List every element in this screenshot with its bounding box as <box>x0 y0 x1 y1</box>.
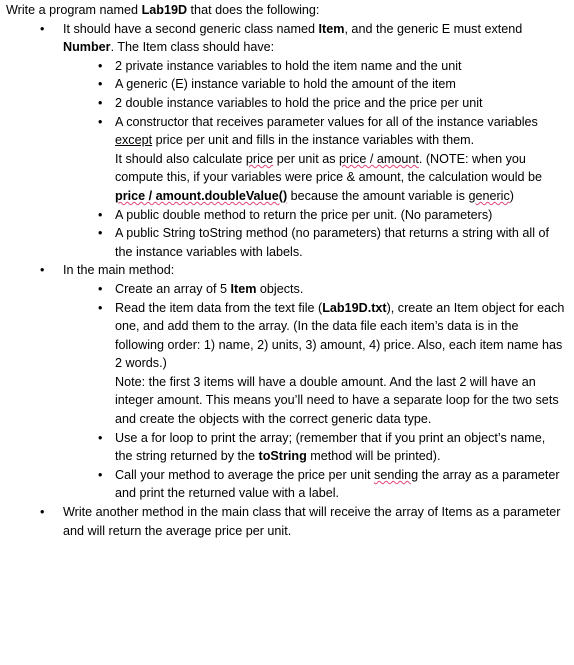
calc-text: per unit as <box>273 151 340 166</box>
bullet-icon: • <box>98 207 103 222</box>
sub-bullet-text: A public double method to return the price per unit. (No parameters) <box>115 207 493 222</box>
note-paragraph: Note: the first 3 items will have a double amount. And the last 2 will have an integer amount. This means you’ll need to have a separate loop for the two sets and create the objects with the correct generic data type. <box>115 374 559 427</box>
bullet-icon: • <box>98 95 103 110</box>
sub-bullet-generic-amount <box>6 75 566 94</box>
sub-bullet-constructor <box>6 113 566 150</box>
tostring-keyword: toString <box>258 449 307 464</box>
sub-bullet-create-array <box>6 280 566 299</box>
intro-text-end: that does the following: <box>187 3 320 17</box>
bullet-icon: • <box>98 58 103 73</box>
program-name: Lab19D <box>141 3 188 17</box>
sub-bullet-text: Create an array of 5 <box>115 281 231 296</box>
bullet-icon: • <box>40 263 45 278</box>
class-name-item: Item <box>230 281 257 296</box>
spell-generic: generic <box>468 188 510 203</box>
spell-price-amount: price / amount <box>339 151 419 166</box>
bullet-icon: • <box>98 467 103 482</box>
intro-paragraph <box>6 1 566 20</box>
sub-bullet-text: A constructor that receives parameter values for all of the instance variables <box>115 114 538 129</box>
underlined-except: except <box>115 133 153 148</box>
sub-bullet-name-unit <box>6 57 566 76</box>
spell-sending: sending <box>374 467 419 482</box>
intro-text: Write a program named <box>6 3 142 17</box>
bullet-average-method <box>6 503 566 540</box>
bullet-icon: • <box>98 300 103 315</box>
class-name-number: Number <box>63 40 111 55</box>
average-method-text: Write another method in the main class that will receive the array of Items as a parameter and will return the average price per unit. <box>63 505 561 538</box>
sub-bullet-text: 2 private instance variables to hold the item name and the unit <box>115 58 462 73</box>
bullet-icon: • <box>40 505 45 520</box>
sub-bullet-read-file <box>6 299 566 373</box>
item-class-text: , and the generic E must extend <box>344 21 523 36</box>
sub-bullet-text: A public String toString method (no parameters) that returns a string with all of the instance variables with labels. <box>115 226 549 259</box>
sub-bullet-price-vars <box>6 94 566 113</box>
bullet-item-class <box>6 20 566 57</box>
sub-bullet-text: price per unit and fills in the instance variables with them. <box>152 133 475 148</box>
bullet-icon: • <box>40 21 45 36</box>
calc-text: . (NOTE: when you compute this, if your variables were price & amount, the calculation would be <box>115 151 543 185</box>
sub-bullet-text: 2 double instance variables to hold the price and the price per unit <box>115 95 483 110</box>
sub-bullet-text: Call your method to average the price per unit <box>115 467 375 482</box>
formula-text: because the amount variable is <box>287 188 469 203</box>
sub-bullet-text: method will be printed). <box>306 449 441 464</box>
spell-price: price <box>245 151 274 166</box>
file-name: Lab19D.txt <box>322 300 387 315</box>
bullet-icon: • <box>98 114 103 129</box>
sub-bullet-text: A generic (E) instance variable to hold the amount of the item <box>115 77 456 92</box>
bullet-icon: • <box>98 77 103 92</box>
item-class-text: . The Item class should have: <box>110 40 275 55</box>
calculation-paragraph <box>6 150 566 187</box>
sub-bullet-call-average <box>6 466 566 503</box>
formula-code: price / amount.doubleValue() <box>115 188 288 203</box>
calculation-formula <box>6 187 566 206</box>
sub-bullet-price-per-unit-method <box>6 206 566 225</box>
sub-bullet-print-array <box>6 429 566 466</box>
main-method-text: In the main method: <box>63 263 175 278</box>
sub-bullet-text: Use a for loop to print the array; (remember that if you print an object’s name, the string returned by the <box>115 430 546 464</box>
class-name-item: Item <box>318 21 345 36</box>
bullet-icon: • <box>98 226 103 241</box>
bullet-icon: • <box>98 281 103 296</box>
sub-bullet-text: objects. <box>256 281 304 296</box>
bullet-main-method <box>6 261 566 280</box>
sub-bullet-text: Read the item data from the text file ( <box>115 300 323 315</box>
sub-bullet-tostring-method <box>6 224 566 261</box>
item-class-text: It should have a second generic class named <box>63 21 319 36</box>
calc-text: It should also calculate <box>115 151 246 166</box>
sub-bullet-text: ), create an Item object for each one, and add them to the array. (In the data file each item’s data is in the following order: 1) name, 2) units, 3) amount, 4) price. Also, each item name has 2 words.) <box>115 300 565 371</box>
bullet-icon: • <box>98 430 103 445</box>
sub-bullet-text: the array as a parameter and print the returned value with a label. <box>115 467 560 501</box>
formula-text: ) <box>509 188 514 203</box>
